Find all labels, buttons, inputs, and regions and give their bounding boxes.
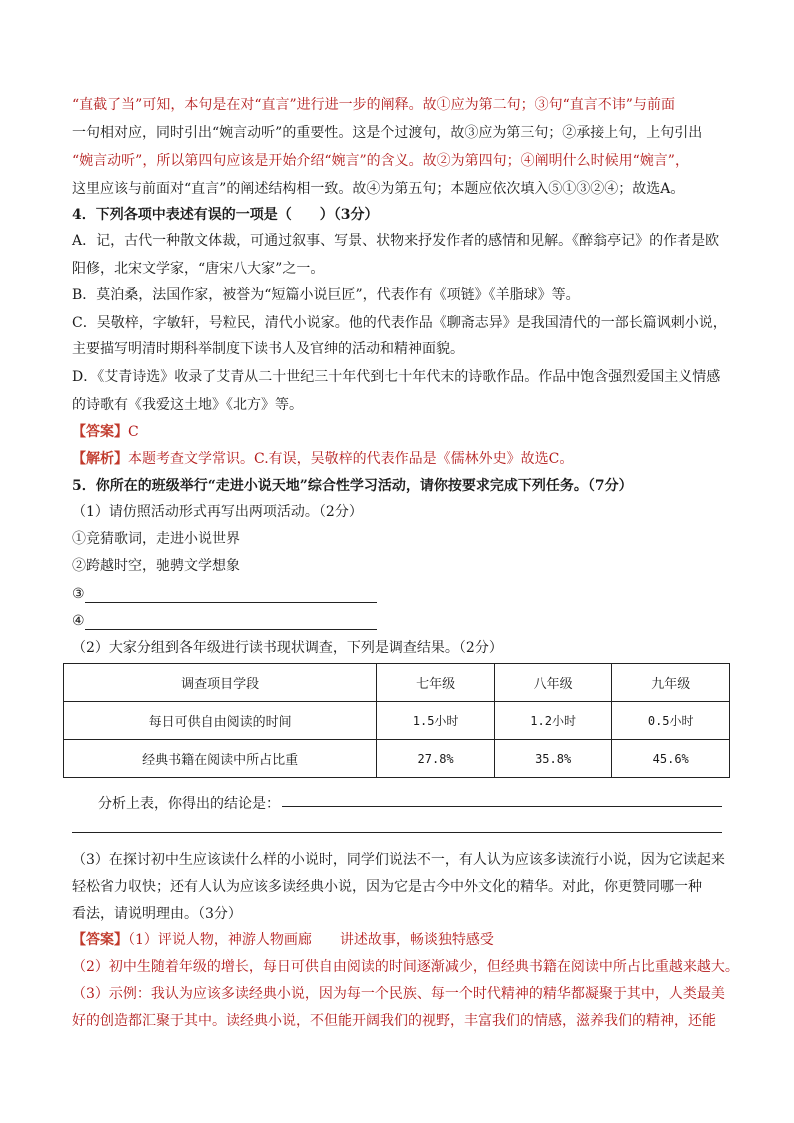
table-cell: 35.8% xyxy=(494,740,612,778)
q4-option-d-1: D．《艾青诗选》收录了艾青从二十世纪三十年代到七十年代末的诗歌作品。作品中饱含强烈爱国主义情感 xyxy=(72,369,721,385)
q5-part3-line-2: 轻松省力収快；还有人认为应该多读经典小说，因为它是古今中外文化的精华。对此，你更赞同哪一种 xyxy=(72,879,702,895)
q5-answer-3-2: 好的创造都汇聚于其中。读经典小说，不但能开阔我们的视野，丰富我们的情感，滋养我们的精神，还能 xyxy=(72,1013,716,1029)
table-cell: 27.8% xyxy=(377,740,495,778)
q5-item-1: ①竞猜歌词，走进小说世界 xyxy=(72,531,240,547)
table-row xyxy=(64,702,730,740)
item-4-label: ④ xyxy=(72,613,85,629)
q5-item-3 xyxy=(72,585,377,603)
q4-answer xyxy=(72,423,139,441)
answer-tag: 【答案】 xyxy=(72,932,128,948)
table-cell: 每日可供自由阅读的时间 xyxy=(64,702,377,740)
table-cell: 1.5小时 xyxy=(377,702,495,740)
analysis-prev-line-4: 这里应该与前面对“直言”的阐述结构相一致。故④为第五句；本题应依次填入⑤①③②④；故选A。 xyxy=(72,181,685,197)
q4-option-a-1: A．记，古代一种散文体裁，可通过叙事、写景、状物来抒发作者的感情和见解。《醉翁亭记》的作者是欧 xyxy=(72,233,720,249)
q5-conclusion-prompt: 分析上表，你得出的结论是： xyxy=(98,796,280,812)
analysis-prev-line-3: “婉言动听”，所以第四句应该是开始介绍“婉言”的含义。故②为第四句；④阐明什么时候用“婉言”， xyxy=(72,153,689,169)
analysis-text: 本题考查文学常识。C.有误，吴敬梓的代表作品是《儒林外史》故选C。 xyxy=(128,451,574,467)
q5-stem: 5．你所在的班级举行“走进小说天地”综合性学习活动，请你按要求完成下列任务。（7分） xyxy=(72,478,633,494)
table-cell: 1.2小时 xyxy=(494,702,612,740)
analysis-tag: 【解析】 xyxy=(72,451,128,467)
analysis-prev-line-1: “直截了当”可知，本句是在对“直言”进行进一步的阐释。故①应为第二句；③句“直言不讳”与前面 xyxy=(72,97,675,113)
answer-tag: 【答案】 xyxy=(72,424,128,440)
q4-option-c-2: 主要描写明清时期科举制度下读书人及官绅的活动和精神面貌。 xyxy=(72,341,464,357)
table-row xyxy=(64,740,730,778)
q5-answer-3-1: （3）示例：我认为应该多读经典小说，因为每一个民族、每一个时代精神的精华都凝聚于其中，人类最美 xyxy=(72,986,725,1002)
table-header-cell: 八年级 xyxy=(494,664,612,702)
q4-option-a-2: 阳修，北宋文学家，“唐宋八大家”之一。 xyxy=(72,261,325,277)
answer-blank-3[interactable] xyxy=(85,588,377,603)
q5-answer-1 xyxy=(72,931,494,949)
conclusion-blank-2[interactable] xyxy=(72,832,722,833)
answer-value: C xyxy=(128,424,139,440)
q5-part3-line-1: （3）在探讨初中生应该读什么样的小说时，同学们说法不一，有人认为应该多读流行小说，因为它读起来 xyxy=(72,852,725,868)
q5-part2-prompt: （2）大家分组到各年级进行读书现状调查，下列是调查结果。（2分） xyxy=(72,640,503,656)
answer-text: （1）评说人物，神游人物画廊 讲述故事，畅谈独特感受 xyxy=(128,932,494,948)
q5-answer-2: （2）初中生随着年级的增长，每日可供自由阅读的时间逐渐减少，但经典书籍在阅读中所占比重越来越大。 xyxy=(72,959,739,975)
table-header-cell: 九年级 xyxy=(612,664,730,702)
q5-part1-prompt: （1）请仿照活动形式再写出两项活动。（2分） xyxy=(72,504,363,520)
q4-option-b: B．莫泊桑，法国作家，被誉为“短篇小说巨匠”，代表作有《项链》《羊脂球》等。 xyxy=(72,287,580,303)
answer-blank-4[interactable] xyxy=(85,615,377,630)
q4-option-c-1: C．吴敬梓，字敏轩，号粒民，清代小说家。他的代表作品《聊斋志异》是我国清代的一部长篇讽刺小说， xyxy=(72,315,727,331)
q5-part3-line-3: 看法，请说明理由。（3分） xyxy=(72,906,242,922)
table-header-row xyxy=(64,664,730,702)
survey-table xyxy=(63,663,730,778)
q4-analysis xyxy=(72,450,573,468)
conclusion-blank-1[interactable] xyxy=(282,806,722,807)
table-cell: 45.6% xyxy=(612,740,730,778)
analysis-prev-line-2: 一句相对应，同时引出“婉言动听”的重要性。这是个过渡句，故③应为第三句；②承接上句，上句引出 xyxy=(72,125,703,141)
table-header-cell: 调查项目学段 xyxy=(64,664,377,702)
table-header-cell: 七年级 xyxy=(377,664,495,702)
q4-option-d-2: 的诗歌有《我爱这土地》《北方》等。 xyxy=(72,397,303,413)
q4-stem: 4．下列各项中表述有误的一项是（ ）（3分） xyxy=(72,207,379,223)
table-cell: 0.5小时 xyxy=(612,702,730,740)
item-3-label: ③ xyxy=(72,586,85,602)
table-cell: 经典书籍在阅读中所占比重 xyxy=(64,740,377,778)
q5-item-2: ②跨越时空，驰骋文学想象 xyxy=(72,558,240,574)
q5-item-4 xyxy=(72,612,377,630)
